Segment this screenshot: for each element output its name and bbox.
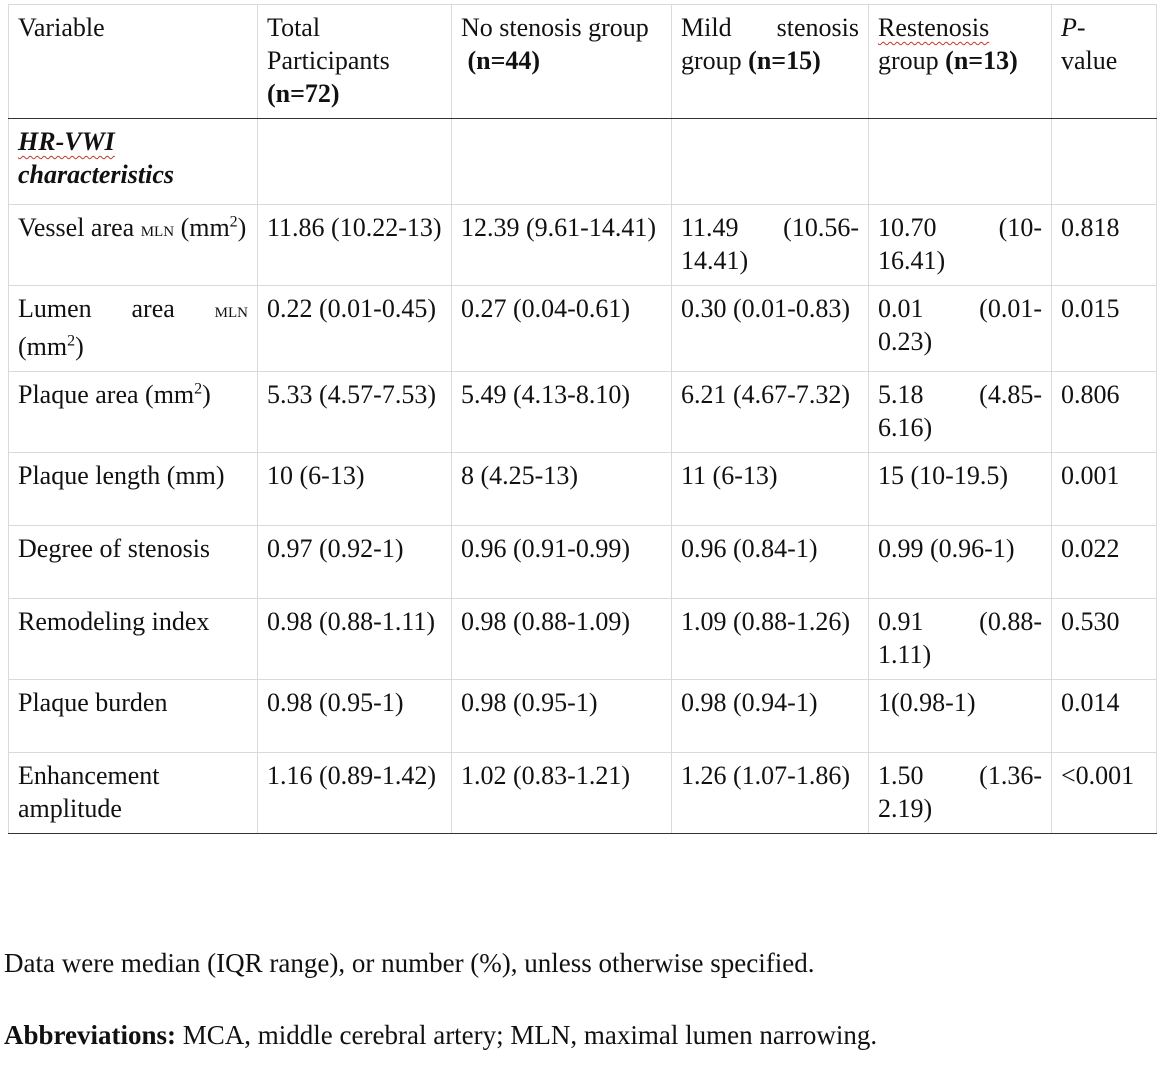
section-title: HR-VWI characteristics: [9, 119, 258, 205]
cell-mild-stenosis: 1.26 (1.07-1.86): [672, 753, 869, 834]
section-empty-cell: [258, 119, 452, 205]
cell-total-participants: 5.33 (4.57-7.53): [258, 372, 452, 453]
cell-no-stenosis: 5.49 (4.13-8.10): [452, 372, 672, 453]
cell-p-value: 0.014: [1052, 680, 1157, 753]
abbreviations-text: MCA, middle cerebral artery; MLN, maximal lumen narrowing.: [176, 1020, 878, 1050]
hr-vwi-characteristics-table: [8, 4, 1157, 834]
row-label: Enhancement amplitude: [9, 753, 258, 834]
row-label: Plaque burden: [9, 680, 258, 753]
cell-p-value: 0.001: [1052, 453, 1157, 526]
cell-p-value: 0.818: [1052, 205, 1157, 286]
cell-no-stenosis: 0.98 (0.88-1.09): [452, 599, 672, 680]
cell-p-value: 0.806: [1052, 372, 1157, 453]
cell-total-participants: 10 (6-13): [258, 453, 452, 526]
cell-total-participants: 1.16 (0.89-1.42): [258, 753, 452, 834]
cell-no-stenosis: 0.98 (0.95-1): [452, 680, 672, 753]
cell-restenosis: 15 (10-19.5): [869, 453, 1052, 526]
header-mild-stenosis-group: Mild stenosis group (n=15): [672, 5, 869, 119]
cell-p-value: <0.001: [1052, 753, 1157, 834]
row-label: Plaque length (mm): [9, 453, 258, 526]
row-label: Degree of stenosis: [9, 526, 258, 599]
header-p-value: P- value: [1052, 5, 1157, 119]
cell-total-participants: 11.86 (10.22-13): [258, 205, 452, 286]
cell-no-stenosis: 0.27 (0.04-0.61): [452, 286, 672, 372]
cell-no-stenosis: 1.02 (0.83-1.21): [452, 753, 672, 834]
table-row: [9, 286, 1157, 372]
cell-restenosis: 5.18 (4.85-6.16): [869, 372, 1052, 453]
section-empty-cell: [672, 119, 869, 205]
table-row: [9, 526, 1157, 599]
data-note: Data were median (IQR range), or number (%), unless otherwise specified.: [4, 948, 815, 978]
row-label: Lumen area MLN $(mm^2)$: [9, 286, 258, 372]
abbreviations-note: [4, 1018, 877, 1052]
row-label: Vessel area MLN $(mm^2)$: [9, 205, 258, 286]
header-no-stenosis-group: No stenosis group (n=44): [452, 5, 672, 119]
cell-mild-stenosis: 0.98 (0.94-1): [672, 680, 869, 753]
cell-p-value: 0.015: [1052, 286, 1157, 372]
section-row: [9, 119, 1157, 205]
header-variable: Variable: [9, 5, 258, 119]
restenosis-spell-mark: Restenosis: [878, 13, 990, 42]
cell-restenosis: 0.99 (0.96-1): [869, 526, 1052, 599]
results-table-container: [8, 4, 1156, 834]
cell-restenosis: 1.50 (1.36-2.19): [869, 753, 1052, 834]
row-label: Remodeling index: [9, 599, 258, 680]
table-row: [9, 205, 1157, 286]
cell-restenosis: 0.91 (0.88-1.11): [869, 599, 1052, 680]
section-empty-cell: [869, 119, 1052, 205]
row-label: Plaque area $(mm^2)$: [9, 372, 258, 453]
cell-no-stenosis: 12.39 (9.61-14.41): [452, 205, 672, 286]
header-restenosis-group: Restenosis group (n=13): [869, 5, 1052, 119]
table-row: [9, 372, 1157, 453]
cell-total-participants: 0.98 (0.88-1.11): [258, 599, 452, 680]
table-row: [9, 599, 1157, 680]
cell-total-participants: 0.97 (0.92-1): [258, 526, 452, 599]
cell-p-value: 0.022: [1052, 526, 1157, 599]
cell-total-participants: 0.98 (0.95-1): [258, 680, 452, 753]
cell-restenosis: 0.01 (0.01-0.23): [869, 286, 1052, 372]
table-row: [9, 680, 1157, 753]
cell-restenosis: 1(0.98-1): [869, 680, 1052, 753]
cell-mild-stenosis: 1.09 (0.88-1.26): [672, 599, 869, 680]
cell-total-participants: 0.22 (0.01-0.45): [258, 286, 452, 372]
section-empty-cell: [452, 119, 672, 205]
abbreviations-label: Abbreviations:: [4, 1020, 177, 1050]
cell-mild-stenosis: 0.30 (0.01-0.83): [672, 286, 869, 372]
cell-mild-stenosis: 11.49 (10.56-14.41): [672, 205, 869, 286]
cell-no-stenosis: 8 (4.25-13): [452, 453, 672, 526]
section-empty-cell: [1052, 119, 1157, 205]
header-total-participants: Total Participants (n=72): [258, 5, 452, 119]
table-row: [9, 453, 1157, 526]
table-row: [9, 753, 1157, 834]
cell-restenosis: 10.70 (10-16.41): [869, 205, 1052, 286]
cell-mild-stenosis: 0.96 (0.84-1): [672, 526, 869, 599]
cell-mild-stenosis: 6.21 (4.67-7.32): [672, 372, 869, 453]
cell-mild-stenosis: 11 (6-13): [672, 453, 869, 526]
table-header-row: [9, 5, 1157, 119]
cell-p-value: 0.530: [1052, 599, 1157, 680]
cell-no-stenosis: 0.96 (0.91-0.99): [452, 526, 672, 599]
